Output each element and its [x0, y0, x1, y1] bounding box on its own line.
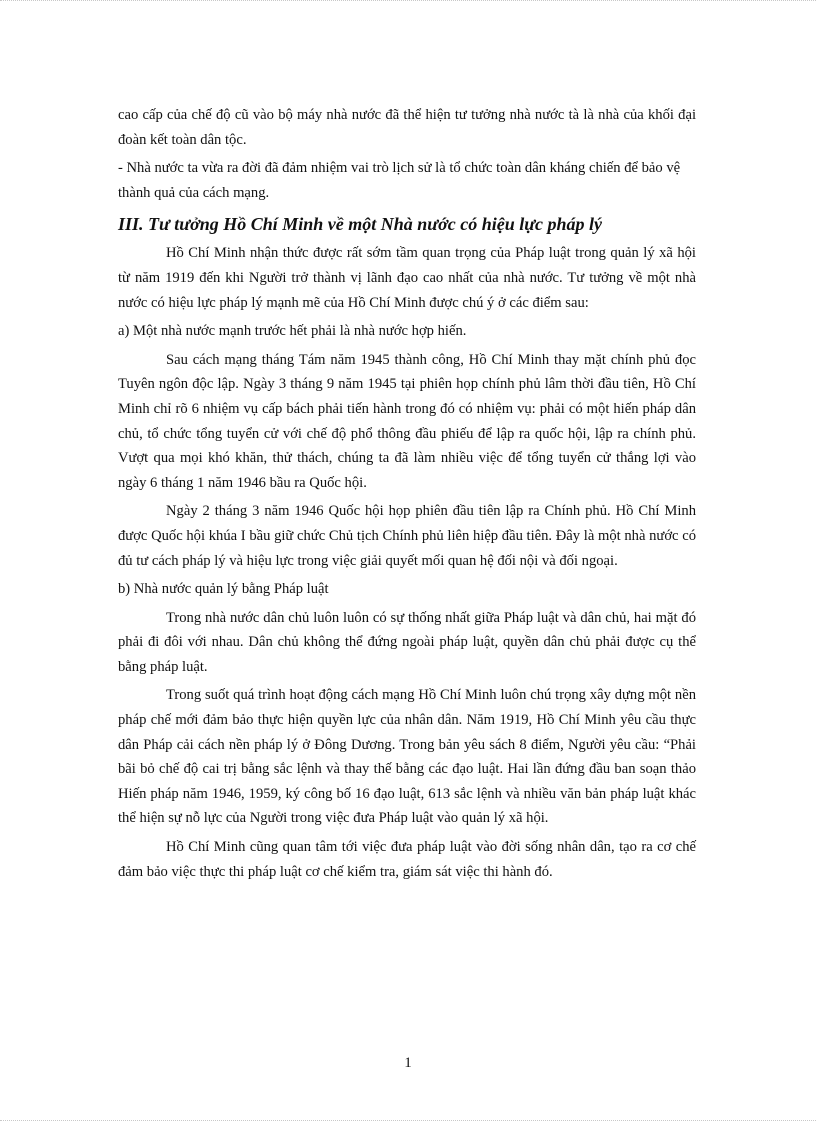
paragraph-legal-system: Trong suốt quá trình hoạt động cách mạng Hồ Chí Minh luôn chú trọng xây dựng một nền pháp chế mới đảm bảo thực hiện quyền lực của nhân dân. Năm 1919, Hồ Chí Minh yêu cầu thực dân Pháp cải cách nền pháp lý ở Đông Dương. Trong bản yêu sách 8 điểm, Người yêu cầu: “Phải bãi bỏ chế độ cai trị bằng sắc lệnh và thay thế bằng các đạo luật. Hai lần đứng đầu ban soạn thảo Hiến pháp năm 1946, 1959, ký công bố 16 đạo luật, 613 sắc lệnh và nhiều văn bản pháp luật khác thể hiện sự nỗ lực của Người trong việc đưa Pháp luật vào quản lý xã hội.: [118, 687, 696, 827]
paragraph-august-revolution: Sau cách mạng tháng Tám năm 1945 thành công, Hồ Chí Minh thay mặt chính phủ đọc Tuyên ngôn độc lập. Ngày 3 tháng 9 năm 1945 tại phiên họp chính phủ lâm thời đầu tiên, Hồ Chí Minh chỉ rõ 6 nhiệm vụ cấp bách phải tiến hành trong đó có nhiệm vụ: phải có một hiến pháp dân chủ, tổ chức tổng tuyển cử với chế độ phổ thông đầu phiếu để lập ra quốc hội, lập ra chính phủ. Vượt qua mọi khó khăn, thử thách, chúng ta đã làm nhiều việc để tổng tuyển cử thắng lợi vào ngày 6 tháng 1 năm 1946 bầu ra Quốc hội.: [118, 351, 696, 491]
page-number: 1: [404, 1055, 412, 1071]
section-heading: III. Tư tưởng Hồ Chí Minh về một Nhà nước có hiệu lực pháp lý: [118, 214, 603, 235]
subheading-b: b) Nhà nước quản lý bằng Pháp luật: [118, 581, 329, 598]
paragraph-intro: Hồ Chí Minh nhận thức được rất sớm tầm quan trọng của Pháp luật trong quản lý xã hội từ năm 1919 đến khi Người trở thành vị lãnh đạo cao nhất của nhà nước. Tư tưởng về một nhà nước có hiệu lực pháp lý mạnh mẽ của Hồ Chí Minh được chú ý ở các điểm sau:: [118, 245, 696, 311]
paragraph-democracy-law: Trong nhà nước dân chủ luôn luôn có sự thống nhất giữa Pháp luật và dân chủ, hai mặt đó phải đi đôi với nhau. Dân chủ không thể đứng ngoài pháp luật, quyền dân chủ phải được cụ thể bằng pháp luật.: [118, 609, 696, 675]
paragraph-continued: cao cấp của chế độ cũ vào bộ máy nhà nước đã thể hiện tư tưởng nhà nước tà là nhà của khối đại đoàn kết toàn dân tộc.: [118, 107, 696, 148]
paragraph-law-enforcement: Hồ Chí Minh cũng quan tâm tới việc đưa pháp luật vào đời sống nhân dân, tạo ra cơ chế đảm bảo việc thực thi pháp luật cơ chế kiểm tra, giám sát việc thi hành đó.: [118, 839, 696, 880]
page-bottom-edge: [0, 1120, 816, 1121]
paragraph-national-assembly: Ngày 2 tháng 3 năm 1946 Quốc hội họp phiên đầu tiên lập ra Chính phủ. Hồ Chí Minh được Quốc hội khúa I bầu giữ chức Chủ tịch Chính phủ liên hiệp đầu tiên. Đây là một nhà nước có đủ tư cách pháp lý và hiệu lực trong việc giải quyết mối quan hệ đối nội và đối ngoại.: [118, 503, 696, 569]
paragraph-state-role: - Nhà nước ta vừa ra đời đã đảm nhiệm vai trò lịch sử là tổ chức toàn dân kháng chiến để bảo vệ thành quả của cách mạng.: [118, 160, 681, 201]
document-body: [118, 103, 696, 888]
subheading-a: a) Một nhà nước mạnh trước hết phải là nhà nước hợp hiến.: [118, 323, 467, 340]
